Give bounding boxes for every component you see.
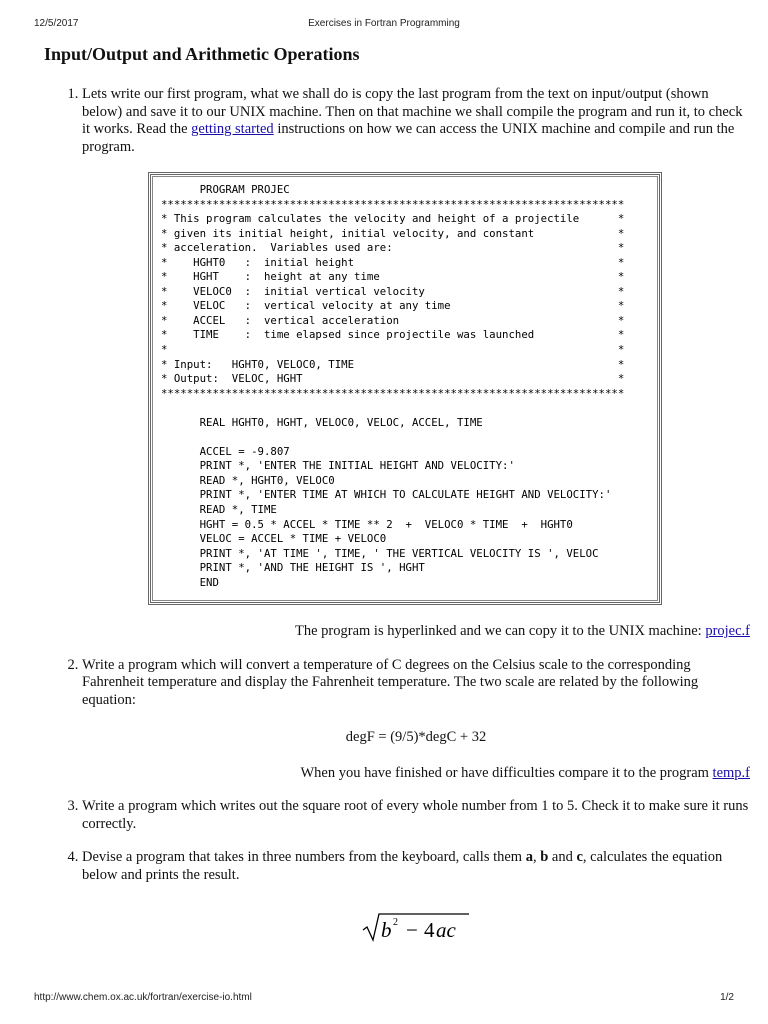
exercise-1	[82, 86, 750, 657]
print-date: 12/5/2017	[34, 18, 79, 29]
fortran-code-listing: PROGRAM PROJEC ************************************************************************ * This program calculates the velocity and height of a projectile * * given its initial height, initial velocity, and constant * * acceleration. Variables used are: * * HGHT0 : initial height * * HGHT : height at any time * * VELOC0 : initial vertical velocity * * VELOC : vertical velocity at any time * * ACCEL : vertical acceleration * * TIME : time elapsed since projectile was launched * * * * Input: HGHT0, VELOC0, TIME * * Output: VELOC, HGHT * ************************************************************************ REAL HGHT0, HGHT, VELOC0, VELOC, ACCEL, TIME ACCEL = -9.807 PRINT *, 'ENTER THE INITIAL HEIGHT AND VELOCITY:' READ *, HGHT0, VELOC0 PRINT *, 'ENTER TIME AT WHICH TO CALCULATE HEIGHT AND VELOCITY:' READ *, TIME HGHT = 0.5 * ACCEL * TIME ** 2 + VELOC0 * TIME + HGHT0 VELOC = ACCEL * TIME + VELOC0 PRINT *, 'AT TIME ', TIME, ' THE VERTICAL VELOCITY IS ', VELOC PRINT *, 'AND THE HEIGHT IS ', HGHT END	[161, 183, 625, 589]
exercise-list	[60, 86, 750, 950]
projec-note	[82, 623, 750, 641]
exercise-1-text-before: Lets write our first program, what we shall do is copy the last program from the text on input/output (shown below) and save it to our UNIX machine. Then on that machine we shall compile the program and run it, to check it works. Read the	[82, 86, 743, 137]
formula-exponent: 2	[393, 917, 398, 929]
page-footer	[34, 992, 734, 1006]
var-b: b	[540, 849, 549, 866]
discriminant-formula	[82, 910, 750, 950]
exercise-4-text-1: Devise a program that takes in three numbers from the keyboard, calls them	[82, 849, 526, 866]
exercise-1-text-after: instructions on how we can access the UNIX machine and compile and run the program.	[82, 121, 735, 155]
spacer	[82, 641, 750, 657]
exercise-2	[82, 657, 750, 799]
exercise-2-text: Write a program which will convert a temperature of C degrees on the Celsius scale to the corresponding Fahrenheit temperature and display the Fahrenheit temperature. The two scale are related by the following equation:	[82, 656, 699, 708]
temp-note	[82, 765, 750, 783]
page-url: http://www.chem.ox.ac.uk/fortran/exercise-io.html	[34, 992, 252, 1003]
formula-four: 4	[424, 918, 435, 943]
sep-2: and	[548, 849, 577, 866]
document-title: Exercises in Fortran Programming	[308, 18, 460, 29]
formula-minus: −	[406, 918, 418, 943]
code-listing-box	[148, 172, 662, 605]
getting-started-link[interactable]: getting started	[191, 121, 274, 137]
var-a: a	[525, 849, 533, 866]
projec-f-link[interactable]: projec.f	[705, 623, 750, 640]
formula-ac: ac	[436, 918, 456, 943]
spacer	[82, 782, 750, 798]
formula-b: b	[381, 918, 392, 943]
exercise-3	[82, 798, 750, 849]
sep-1: ,	[532, 849, 541, 866]
conversion-equation: degF = (9/5)*degC + 32	[345, 729, 487, 746]
var-c: c	[576, 849, 583, 866]
page-number: 1/2	[720, 992, 734, 1003]
code-listing-inner	[152, 176, 658, 601]
exercise-4-text-2: , calculates the equation below and prints the result.	[82, 849, 723, 883]
spacer	[82, 833, 750, 849]
projec-note-text: The program is hyperlinked and we can copy it to the UNIX machine:	[295, 623, 706, 640]
section-heading: Input/Output and Arithmetic Operations	[44, 44, 360, 64]
exercise-4	[82, 849, 750, 950]
temp-note-text: When you have finished or have difficulties compare it to the program	[300, 764, 713, 781]
sqrt-formula-graphic	[361, 910, 471, 944]
page-header	[34, 18, 734, 32]
temp-f-link[interactable]: temp.f	[712, 764, 750, 781]
exercise-3-text: Write a program which writes out the square root of every whole number from 1 to 5. Check it to make sure it runs correctly.	[82, 798, 749, 832]
